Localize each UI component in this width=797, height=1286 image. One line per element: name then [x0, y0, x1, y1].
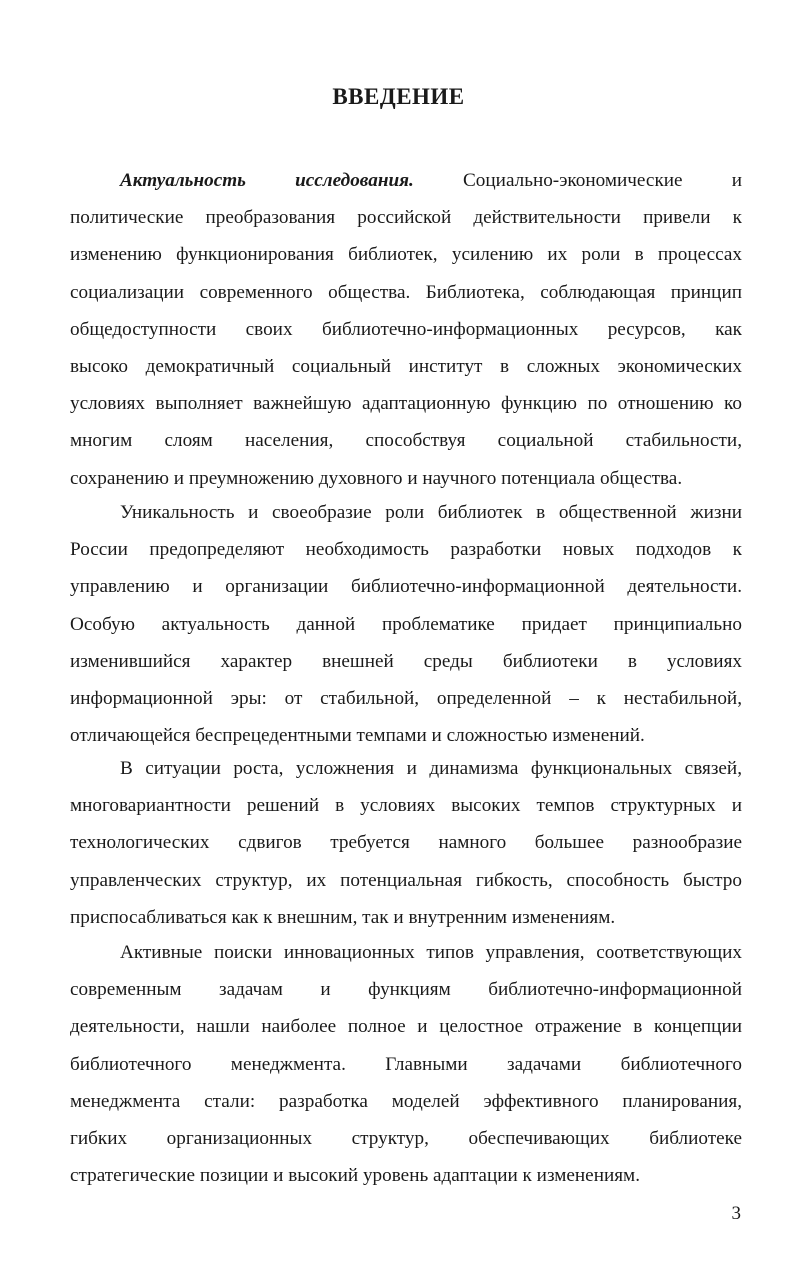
page-number: 3: [731, 1203, 741, 1224]
paragraph-line: сохранению и преумножению духовного и научного потенциала общества.: [70, 467, 683, 489]
paragraph-line: условиях выполняет важнейшую адаптационную функцию по отношению ко: [70, 393, 742, 415]
paragraph-line: России предопределяют необходимость разработки новых подходов к: [70, 539, 742, 561]
paragraph-line: приспосабливаться как к внешним, так и внутренним изменениям.: [70, 906, 616, 928]
paragraph-line: изменившийся характер внешней среды библиотеки в условиях: [70, 650, 742, 672]
paragraph-line: управленческих структур, их потенциальная гибкость, способность быстро: [70, 869, 742, 891]
paragraph-line: Активные поиски инновационных типов управления, соответствующих: [120, 942, 742, 963]
paragraph-line: менеджмента стали: разработка моделей эффективного планирования,: [70, 1090, 742, 1112]
paragraph-line: отличающейся беспрецедентными темпами и сложностью изменений.: [70, 725, 645, 747]
paragraph-line: высоко демократичный социальный институт в сложных экономических: [70, 355, 742, 377]
paragraph-line: Уникальность и своеобразие роли библиотек в общественной жизни: [120, 502, 742, 523]
paragraph-line: политические преобразования российской действительности привели к: [70, 207, 742, 229]
paragraph-line: информационной эры: от стабильной, определенной – к нестабильной,: [70, 687, 742, 709]
paragraph-line: общедоступности своих библиотечно-информационных ресурсов, как: [70, 318, 742, 340]
paragraph-line: социализации современного общества. Библиотека, соблюдающая принцип: [70, 281, 742, 303]
paragraph-line: деятельности, нашли наиболее полное и целостное отражение в концепции: [70, 1016, 742, 1038]
paragraph-line: современным задачам и функциям библиотечно-информационной: [70, 979, 742, 1001]
paragraph-2: [70, 494, 742, 754]
paragraph-4: [70, 934, 742, 1194]
paragraph-line: технологических сдвигов требуется намного большее разнообразие: [70, 832, 742, 854]
paragraph-line: многовариантности решений в условиях высоких темпов структурных и: [70, 795, 742, 817]
paragraph-line: Особую актуальность данной проблематике придает принципиально: [70, 613, 742, 635]
paragraph-line: многим слоям населения, способствуя социальной стабильности,: [70, 430, 742, 452]
paragraph-1: [70, 162, 742, 497]
paragraph-line: библиотечного менеджмента. Главными задачами библиотечного: [70, 1053, 742, 1075]
paragraph-line: стратегические позиции и высокий уровень адаптации к изменениям.: [70, 1165, 640, 1187]
paragraph-line: В ситуации роста, усложнения и динамизма функциональных связей,: [120, 758, 742, 779]
lead-bold-text: Актуальность исследования.: [120, 170, 414, 191]
paragraph-line: управлению и организации библиотечно-информационной деятельности.: [70, 576, 742, 598]
paragraph-line: гибких организационных структур, обеспечивающих библиотеке: [70, 1127, 742, 1149]
paragraph-line: Актуальность исследования. Социально-экономические и: [120, 170, 742, 191]
page-title: ВВЕДЕНИЕ: [332, 84, 465, 109]
paragraph-line: изменению функционирования библиотек, усилению их роли в процессах: [70, 244, 742, 266]
paragraph-3: [70, 750, 742, 936]
